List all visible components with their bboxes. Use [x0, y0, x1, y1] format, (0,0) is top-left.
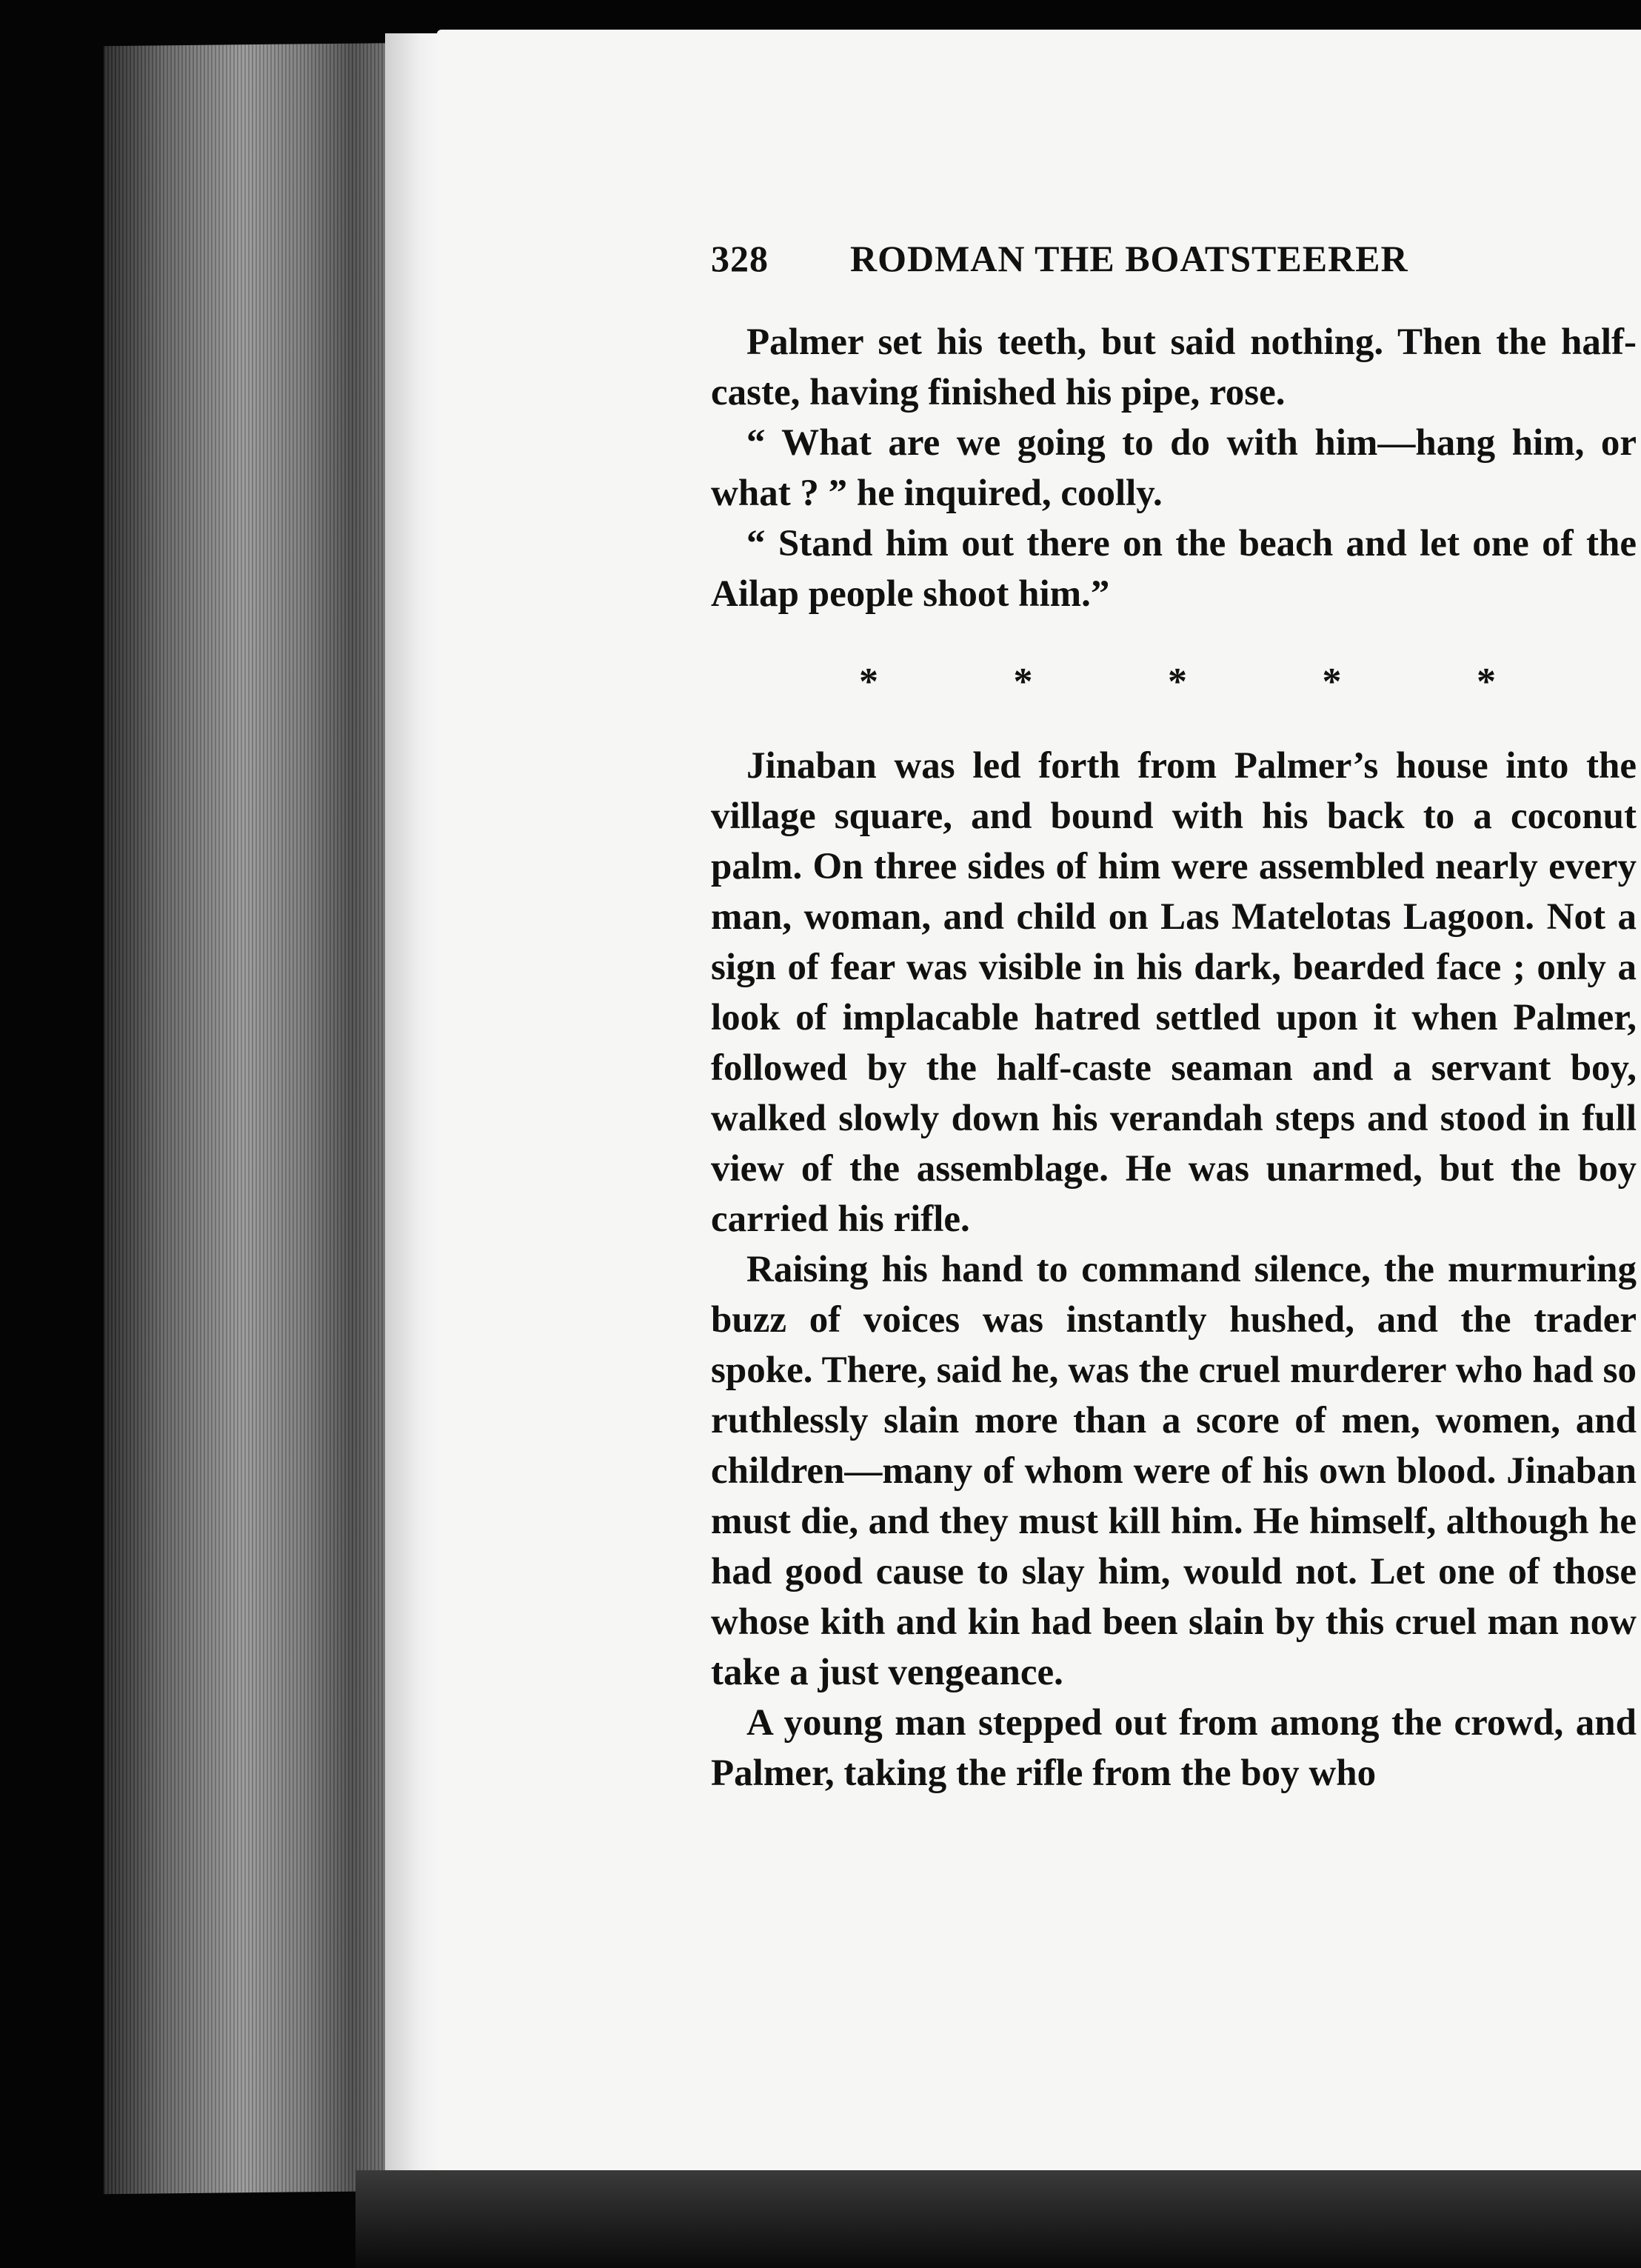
paragraph: Palmer set his teeth, but said nothing. Then the half-caste, having finished his pipe, rose. — [711, 321, 1637, 413]
page-number: 328 — [711, 238, 769, 279]
paragraph: A young man stepped out from among the crowd, and Palmer, taking the rifle from the boy who — [711, 1702, 1637, 1794]
page-bottom-shadow — [355, 2170, 1641, 2268]
paragraph: Raising his hand to command silence, the murmuring buzz of voices was instantly hushed, and the trader spoke. There, said he, was the cruel murderer who had so ruthlessly slain more than a score of men, women, and children—many of whom were of his own blood. Jinaban must die, and they must kill him. He himself, although he had good cause to slay him, would not. Let one of those whose kith and kin had been slain by this cruel man now take a just vengeance. — [711, 1249, 1637, 1693]
asterisk: * — [1168, 661, 1187, 703]
asterisk: * — [1322, 661, 1342, 703]
book-gutter — [385, 33, 444, 2181]
asterisk: * — [859, 661, 878, 703]
running-head-title: RODMAN THE BOATSTEERER — [850, 238, 1408, 279]
running-head — [711, 237, 1637, 280]
asterisk: * — [1013, 661, 1033, 703]
book-page-edges — [104, 43, 415, 2194]
page-text-block — [711, 237, 1637, 1798]
paragraph: Jinaban was led forth from Palmer’s house into the village square, and bound with his back to a coconut palm. On three sides of him were assembled nearly every man, woman, and child on Las Matelotas Lagoon. Not a sign of fear was visible in his dark, bearded face ; only a look of implacable hatred settled upon it when Palmer, followed by the half-caste seaman and a servant boy, walked slowly down his verandah steps and stood in full view of the assemblage. He was unarmed, but the boy carried his rifle. — [711, 745, 1637, 1240]
paragraph: “ Stand him out there on the beach and let one of the Ailap people shoot him.” — [711, 523, 1637, 615]
section-break — [859, 660, 1496, 704]
asterisk: * — [1477, 661, 1496, 703]
paragraph: “ What are we going to do with him—hang him, or what ? ” he inquired, coolly. — [711, 422, 1637, 514]
